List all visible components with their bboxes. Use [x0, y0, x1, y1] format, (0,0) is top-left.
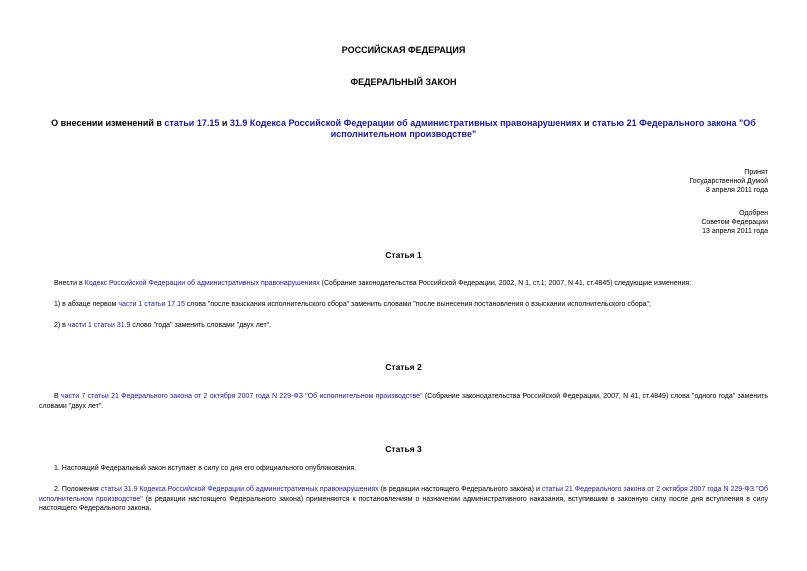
article-1-item-2 [39, 321, 768, 331]
title-link-article-17-15[interactable]: статьи 17.15 [164, 118, 220, 128]
a1-p1-text-1: 1) в абзаце первом [54, 301, 119, 308]
title-text-3: и [581, 118, 593, 128]
article-1-item-1 [39, 300, 768, 310]
approved-date: 13 апреля 2011 года [702, 228, 768, 235]
article-3-item-1: 1. Настоящий Федеральный закон вступает в силу со дня его официального опубликования. [54, 465, 357, 472]
a2-link[interactable]: части 7 статьи 21 Федерального закона от 2 октября 2007 года N 229-ФЗ "Об исполнительном производстве" [60, 393, 423, 400]
a2-text-1: В [54, 393, 61, 400]
a3-p2-text-1: 2. Положения [54, 486, 101, 493]
law-title [40, 118, 767, 140]
country-heading: РОССИЙСКАЯ ФЕДЕРАЦИЯ [341, 45, 466, 55]
a1-p2-link[interactable]: части 1 статьи 31.9 [67, 322, 131, 329]
title-text-2: и [219, 118, 230, 128]
article-3-item-2 [39, 485, 768, 514]
a1-intro-text-1: Внести в [54, 280, 85, 287]
a3-p2-text-2: (в редакции настоящего Федерального закона) и [378, 486, 542, 493]
article-3-heading: Статья 3 [385, 444, 422, 454]
law-type-heading: ФЕДЕРАЛЬНЫЙ ЗАКОН [350, 77, 457, 87]
a1-intro-link-code[interactable]: Кодекс Российской Федерации об административных правонарушениях [84, 280, 320, 287]
title-link-article-31-9[interactable]: 31.9 Кодекса Российской Федерации об административных правонарушениях [229, 118, 582, 128]
accepted-by: Государственной Думой [689, 178, 768, 185]
approved-by: Советом Федерации [701, 219, 768, 226]
title-text-1: О внесении изменений в [51, 118, 165, 128]
a1-p2-text-2: слово "года" заменить словами "двух лет". [130, 322, 272, 329]
adoption-council [701, 209, 768, 236]
accepted-label: Принят [744, 169, 768, 176]
a1-p2-text-1: 2) в [54, 322, 68, 329]
a1-p1-link[interactable]: части 1 статьи 17.15 [118, 301, 185, 308]
article-1-heading: Статья 1 [385, 250, 422, 260]
accepted-date: 8 апреля 2011 года [705, 187, 768, 194]
article-1-intro [39, 279, 768, 289]
a1-intro-text-2: (Собрание законодательства Российской Федерации, 2002, N 1, ст.1; 2007, N 41, ст.4845) следующие изменения: [319, 280, 692, 287]
a1-p1-text-2: слова "после взыскания исполнительского сбора" заменить словами "после вынесения постановления о взыскании исполнительского сбора"; [184, 301, 651, 308]
title-link-article-21[interactable]: статью 21 Федерального закона "Об исполнительном производстве" [330, 118, 756, 139]
adoption-duma [689, 168, 768, 195]
a3-p2-text-3: (в редакции настоящего Федерального закона) применяются к постановлениям о назначении административного наказания, вступившим в законную силу после дня вступления в силу настоящего Федерального закона. [39, 495, 768, 512]
a2-text-2: (Собрание законодательства Российской Федерации, 2007, N 41, ст.4849) слова "одного года" заменить словами "двух лет". [39, 393, 768, 410]
approved-label: Одобрен [739, 210, 768, 217]
a3-p2-link-2[interactable]: статьи 21 Федерального закона от 2 октября 2007 года N 229-ФЗ "Об исполнительном производстве" [39, 486, 768, 503]
a3-p2-link-1[interactable]: статьи 31.9 Кодекса Российской Федерации об административных правонарушениях [100, 486, 379, 493]
article-2-heading: Статья 2 [385, 362, 422, 372]
article-2-text [39, 392, 768, 411]
